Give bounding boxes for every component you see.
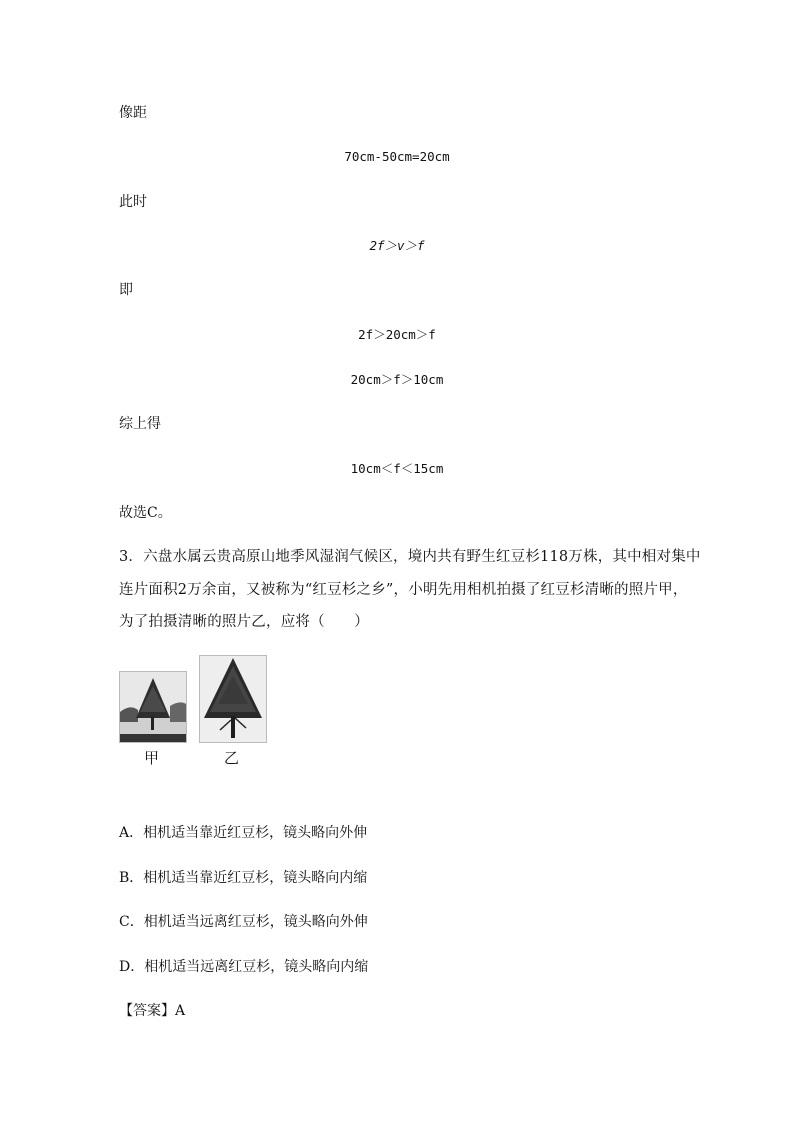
inequality-4: 10cm＜f＜15cm: [350, 461, 444, 476]
answer: 【答案】A: [119, 1003, 186, 1019]
label-summary: 综上得: [119, 416, 161, 432]
question-line-2: 连片面积2万余亩，又被称为“红豆杉之乡”，小明先用相机拍摄了红豆杉清晰的照片甲，: [119, 582, 688, 598]
equation-image-distance: 70cm-50cm=20cm: [344, 149, 450, 164]
label-namely: 即: [119, 282, 133, 298]
photo-b-tree: [199, 655, 267, 743]
inequality-1: 2f＞v＞f: [369, 238, 425, 253]
option-c: C．相机适当远离红豆杉，镜头略向外伸: [119, 914, 368, 930]
conclusion: 故选C。: [119, 505, 172, 521]
inequality-2: 2f＞20cm＞f: [358, 327, 436, 342]
option-b: B．相机适当靠近红豆杉，镜头略向内缩: [119, 870, 368, 886]
question-line-3: 为了拍摄清晰的照片乙，应将（ ）: [119, 614, 369, 630]
option-d: D．相机适当远离红豆杉，镜头略向内缩: [119, 959, 369, 975]
photo-figure: [119, 655, 279, 775]
photo-a-tree: [119, 671, 187, 743]
caption-photo-b: 乙: [224, 749, 240, 767]
question-line-1: 3．六盘水属云贵高原山地季风湿润气候区，境内共有野生红豆杉118万株，其中相对集中: [119, 549, 701, 565]
label-at-this-time: 此时: [119, 194, 147, 210]
option-a: A．相机适当靠近红豆杉，镜头略向外伸: [119, 825, 368, 841]
label-image-distance: 像距: [119, 105, 147, 121]
inequality-3: 20cm＞f＞10cm: [350, 372, 444, 387]
caption-photo-a: 甲: [144, 749, 160, 767]
